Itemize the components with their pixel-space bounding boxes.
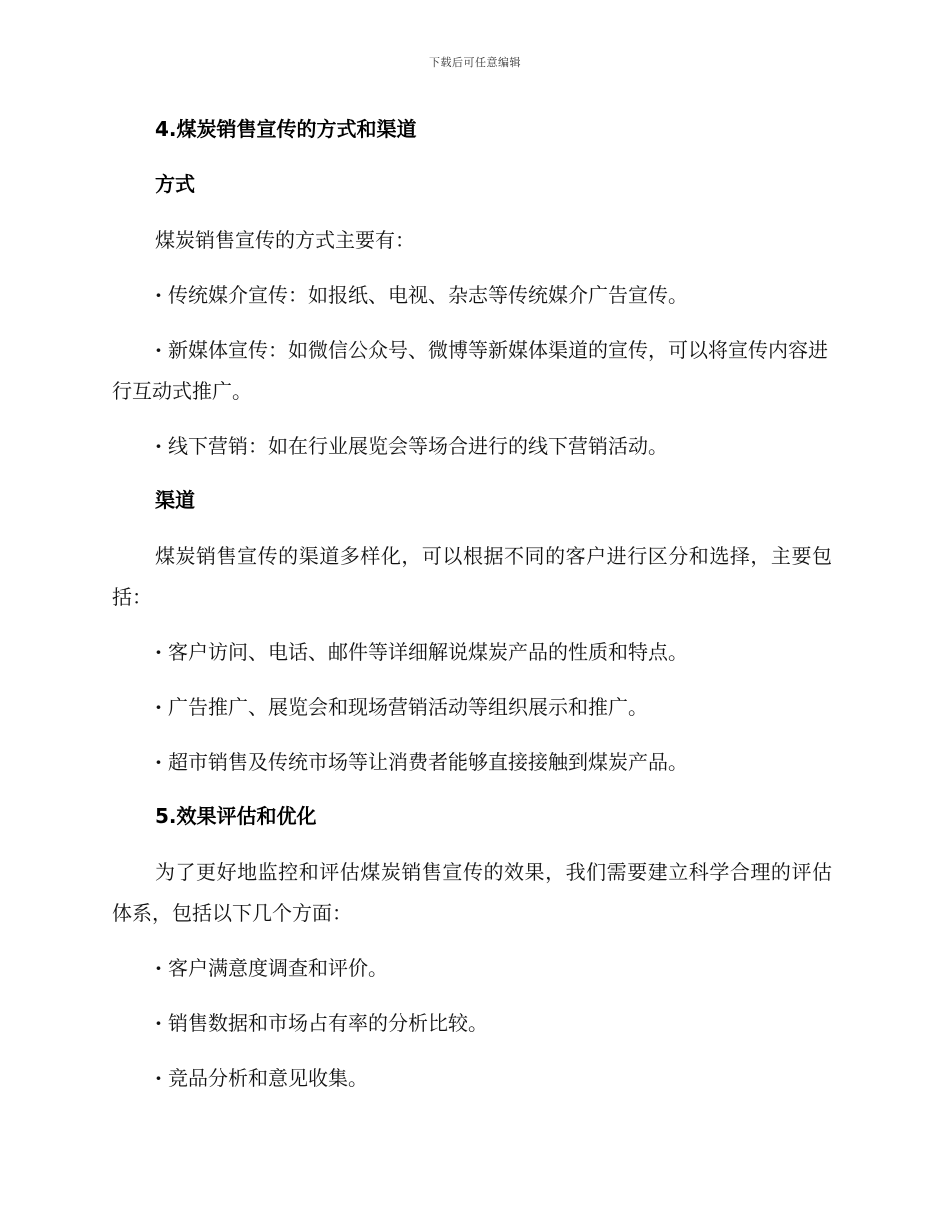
channels-item [112,742,832,783]
bullet-marker: · [155,695,162,719]
evaluation-item-text: 销售数据和市场占有率的分析比较。 [167,1011,488,1035]
methods-item-text: 新媒体宣传：如微信公众号、微博等新媒体渠道的宣传，可以将宣传内容进行互动式推广。 [112,338,828,403]
methods-heading: 方式 [155,172,195,196]
methods-item-text: 线下营销：如在行业展览会等场合进行的线下营销活动。 [167,434,668,458]
page-header: 下载后可任意编辑 [429,56,521,69]
section-5-title: 5.效果评估和优化 [155,804,317,828]
bullet-marker: · [155,956,162,980]
section-4-title: 4.煤炭销售宣传的方式和渠道 [155,117,417,141]
document-body [112,110,832,1113]
channels-item-text: 超市销售及传统市场等让消费者能够直接接触到煤炭产品。 [167,750,688,774]
evaluation-item-text: 客户满意度调查和评价。 [167,956,388,980]
evaluation-item-text: 竞品分析和意见收集。 [167,1066,368,1090]
channels-item [112,632,832,673]
bullet-marker: · [155,1011,162,1035]
bullet-marker: · [155,338,162,362]
bullet-marker: · [155,640,162,664]
evaluation-item [112,1058,832,1099]
bullet-marker: · [155,434,162,458]
channels-heading: 渠道 [155,488,195,512]
methods-item [112,330,832,412]
channels-item [112,687,832,728]
channels-item-text: 客户访问、电话、邮件等详细解说煤炭产品的性质和特点。 [167,640,688,664]
bullet-marker: · [155,1066,162,1090]
evaluation-intro: 为了更好地监控和评估煤炭销售宣传的效果，我们需要建立科学合理的评估体系，包括以下几个方面： [112,860,832,925]
evaluation-item [112,1003,832,1044]
methods-intro: 煤炭销售宣传的方式主要有： [155,228,415,252]
channels-intro: 煤炭销售宣传的渠道多样化，可以根据不同的客户进行区分和选择，主要包括： [112,544,832,609]
evaluation-item [112,948,832,989]
channels-item-text: 广告推广、展览会和现场营销活动等组织展示和推广。 [167,695,648,719]
bullet-marker: · [155,750,162,774]
methods-item-text: 传统媒介宣传：如报纸、电视、杂志等传统媒介广告宣传。 [167,283,688,307]
methods-item [112,426,832,467]
bullet-marker: · [155,283,162,307]
methods-item [112,275,832,316]
